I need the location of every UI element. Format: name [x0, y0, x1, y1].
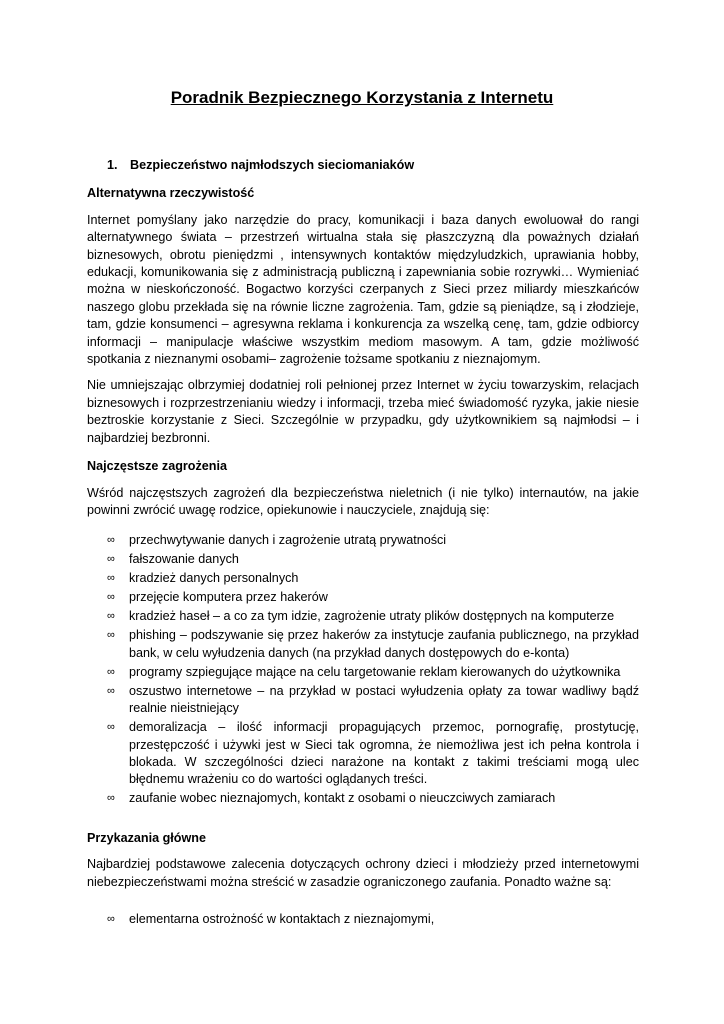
infinity-bullet-icon: ∞ [107, 912, 115, 925]
heading-przykazania: Przykazania główne [87, 830, 206, 845]
list-item-text: fałszowanie danych [129, 552, 239, 567]
infinity-bullet-icon: ∞ [107, 721, 115, 734]
list-item [107, 589, 639, 606]
paragraph: Najbardziej podstawowe zalecenia dotyczących ochrony dzieci i młodzieży przed internetowymi niebezpieczeństwami można streścić w zasadzie ograniczonego zaufania. Ponadto ważne są: [87, 857, 639, 889]
infinity-bullet-icon: ∞ [107, 684, 115, 697]
threats-list [107, 532, 639, 807]
list-item-text: kradzież haseł – a co za tym idzie, zagrożenie utraty plików dostępnych na komputerze [129, 609, 615, 624]
list-item [107, 627, 639, 662]
infinity-bullet-icon: ∞ [107, 792, 115, 805]
list-item [107, 790, 639, 807]
heading-alternatywna: Alternatywna rzeczywistość [87, 186, 255, 201]
infinity-bullet-icon: ∞ [107, 553, 115, 566]
list-item-text: przejęcie komputera przez hakerów [129, 590, 328, 605]
infinity-bullet-icon: ∞ [107, 610, 115, 623]
paragraph: Internet pomyślany jako narzędzie do pracy, komunikacji i baza danych ewoluował do rangi alternatywnego świata – przestrzeń wirtualna stała się płaszczyzną dla poważnych działań biznesowych, obrotu pieniędzmi , intensywnych kontaktów międzyludzkich, uprawiania hobby, edukacji, komunikowania się z administracją publiczną i zapewniania sobie rozrywki… Wymieniać można w nieskończoność. Bogactwo korzyści czerpanych z Sieci przez miliardy mieszkańców naszego globu przekłada się na równie liczne zagrożenia. Tam, gdzie są pieniądze, są i złodzieje, tam, gdzie konsumenci – agresywna reklama i konkurencja za wszelką cenę, tam, gdzie odbiorcy informacji – manipulacje właściwe wszystkim mediom masowym. A tam, gdzie możliwość spotkania z nieznanymi osobami– zagrożenie tożsame spotkaniu z nieznajomym. [87, 212, 639, 367]
paragraph: Nie umniejszając olbrzymiej dodatniej roli pełnionej przez Internet w życiu towarzyskim, relacjach biznesowych i rozprzestrzenianiu wiedzy i informacji, trzeba mieć świadomość ryzyka, jakie niesie beztroskie korzystanie z Sieci. Szczególnie w przypadku, gdy użytkownikiem są najmłodsi – i najbardziej bezbronni. [87, 378, 639, 445]
list-item [107, 608, 639, 625]
list-item [107, 664, 639, 681]
rules-list [107, 911, 639, 928]
list-item [107, 719, 639, 789]
list-item-text: elementarna ostrożność w kontaktach z nieznajomymi, [129, 911, 435, 926]
section-title: Bezpieczeństwo najmłodszych sieciomaniaków [130, 158, 415, 172]
list-item [107, 570, 639, 587]
infinity-bullet-icon: ∞ [107, 629, 115, 642]
section-number: 1. [107, 158, 118, 172]
list-item-text: demoralizacja – ilość informacji propagujących przemoc, pornografię, prostytucję, przestępczość i używki jest w Sieci tak ogromna, że niemożliwa jest ich pełna kontrola i blokada. W szczególności dzieci narażone na kontakt z takimi treściami mogą ulec błędnemu wrażeniu co do wartości oglądanych treści. [129, 720, 639, 787]
section-heading [107, 157, 639, 174]
heading-zagrozenia: Najczęstsze zagrożenia [87, 459, 227, 474]
infinity-bullet-icon: ∞ [107, 572, 115, 585]
list-item-text: kradzież danych personalnych [129, 571, 299, 586]
infinity-bullet-icon: ∞ [107, 591, 115, 604]
list-item [107, 911, 639, 928]
infinity-bullet-icon: ∞ [107, 534, 115, 547]
document-title: Poradnik Bezpiecznego Korzystania z Internetu [170, 88, 554, 107]
list-item-text: oszustwo internetowe – na przykład w postaci wyłudzenia opłaty za towar wadliwy bądź realnie nieistniejący [129, 683, 639, 716]
list-item [107, 532, 639, 549]
list-item-text: phishing – podszywanie się przez hakerów za instytucje zaufania publicznego, na przykład bank, w celu wyłudzenia danych (na przykład danych dostępowych do e-konta) [129, 628, 639, 660]
list-item [107, 683, 639, 718]
list-item-text: przechwytywanie danych i zagrożenie utratą prywatności [129, 533, 447, 548]
list-item [107, 551, 639, 568]
list-item-text: zaufanie wobec nieznajomych, kontakt z osobami o nieuczciwych zamiarach [129, 791, 556, 806]
infinity-bullet-icon: ∞ [107, 665, 115, 678]
paragraph: Wśród najczęstszych zagrożeń dla bezpieczeństwa nieletnich (i nie tylko) internautów, na jakie powinni zwrócić uwagę rodzice, opiekunowie i nauczyciele, znajdują się: [87, 485, 639, 517]
list-item-text: programy szpiegujące mające na celu targetowanie reklam kierowanych do użytkownika [129, 664, 621, 679]
